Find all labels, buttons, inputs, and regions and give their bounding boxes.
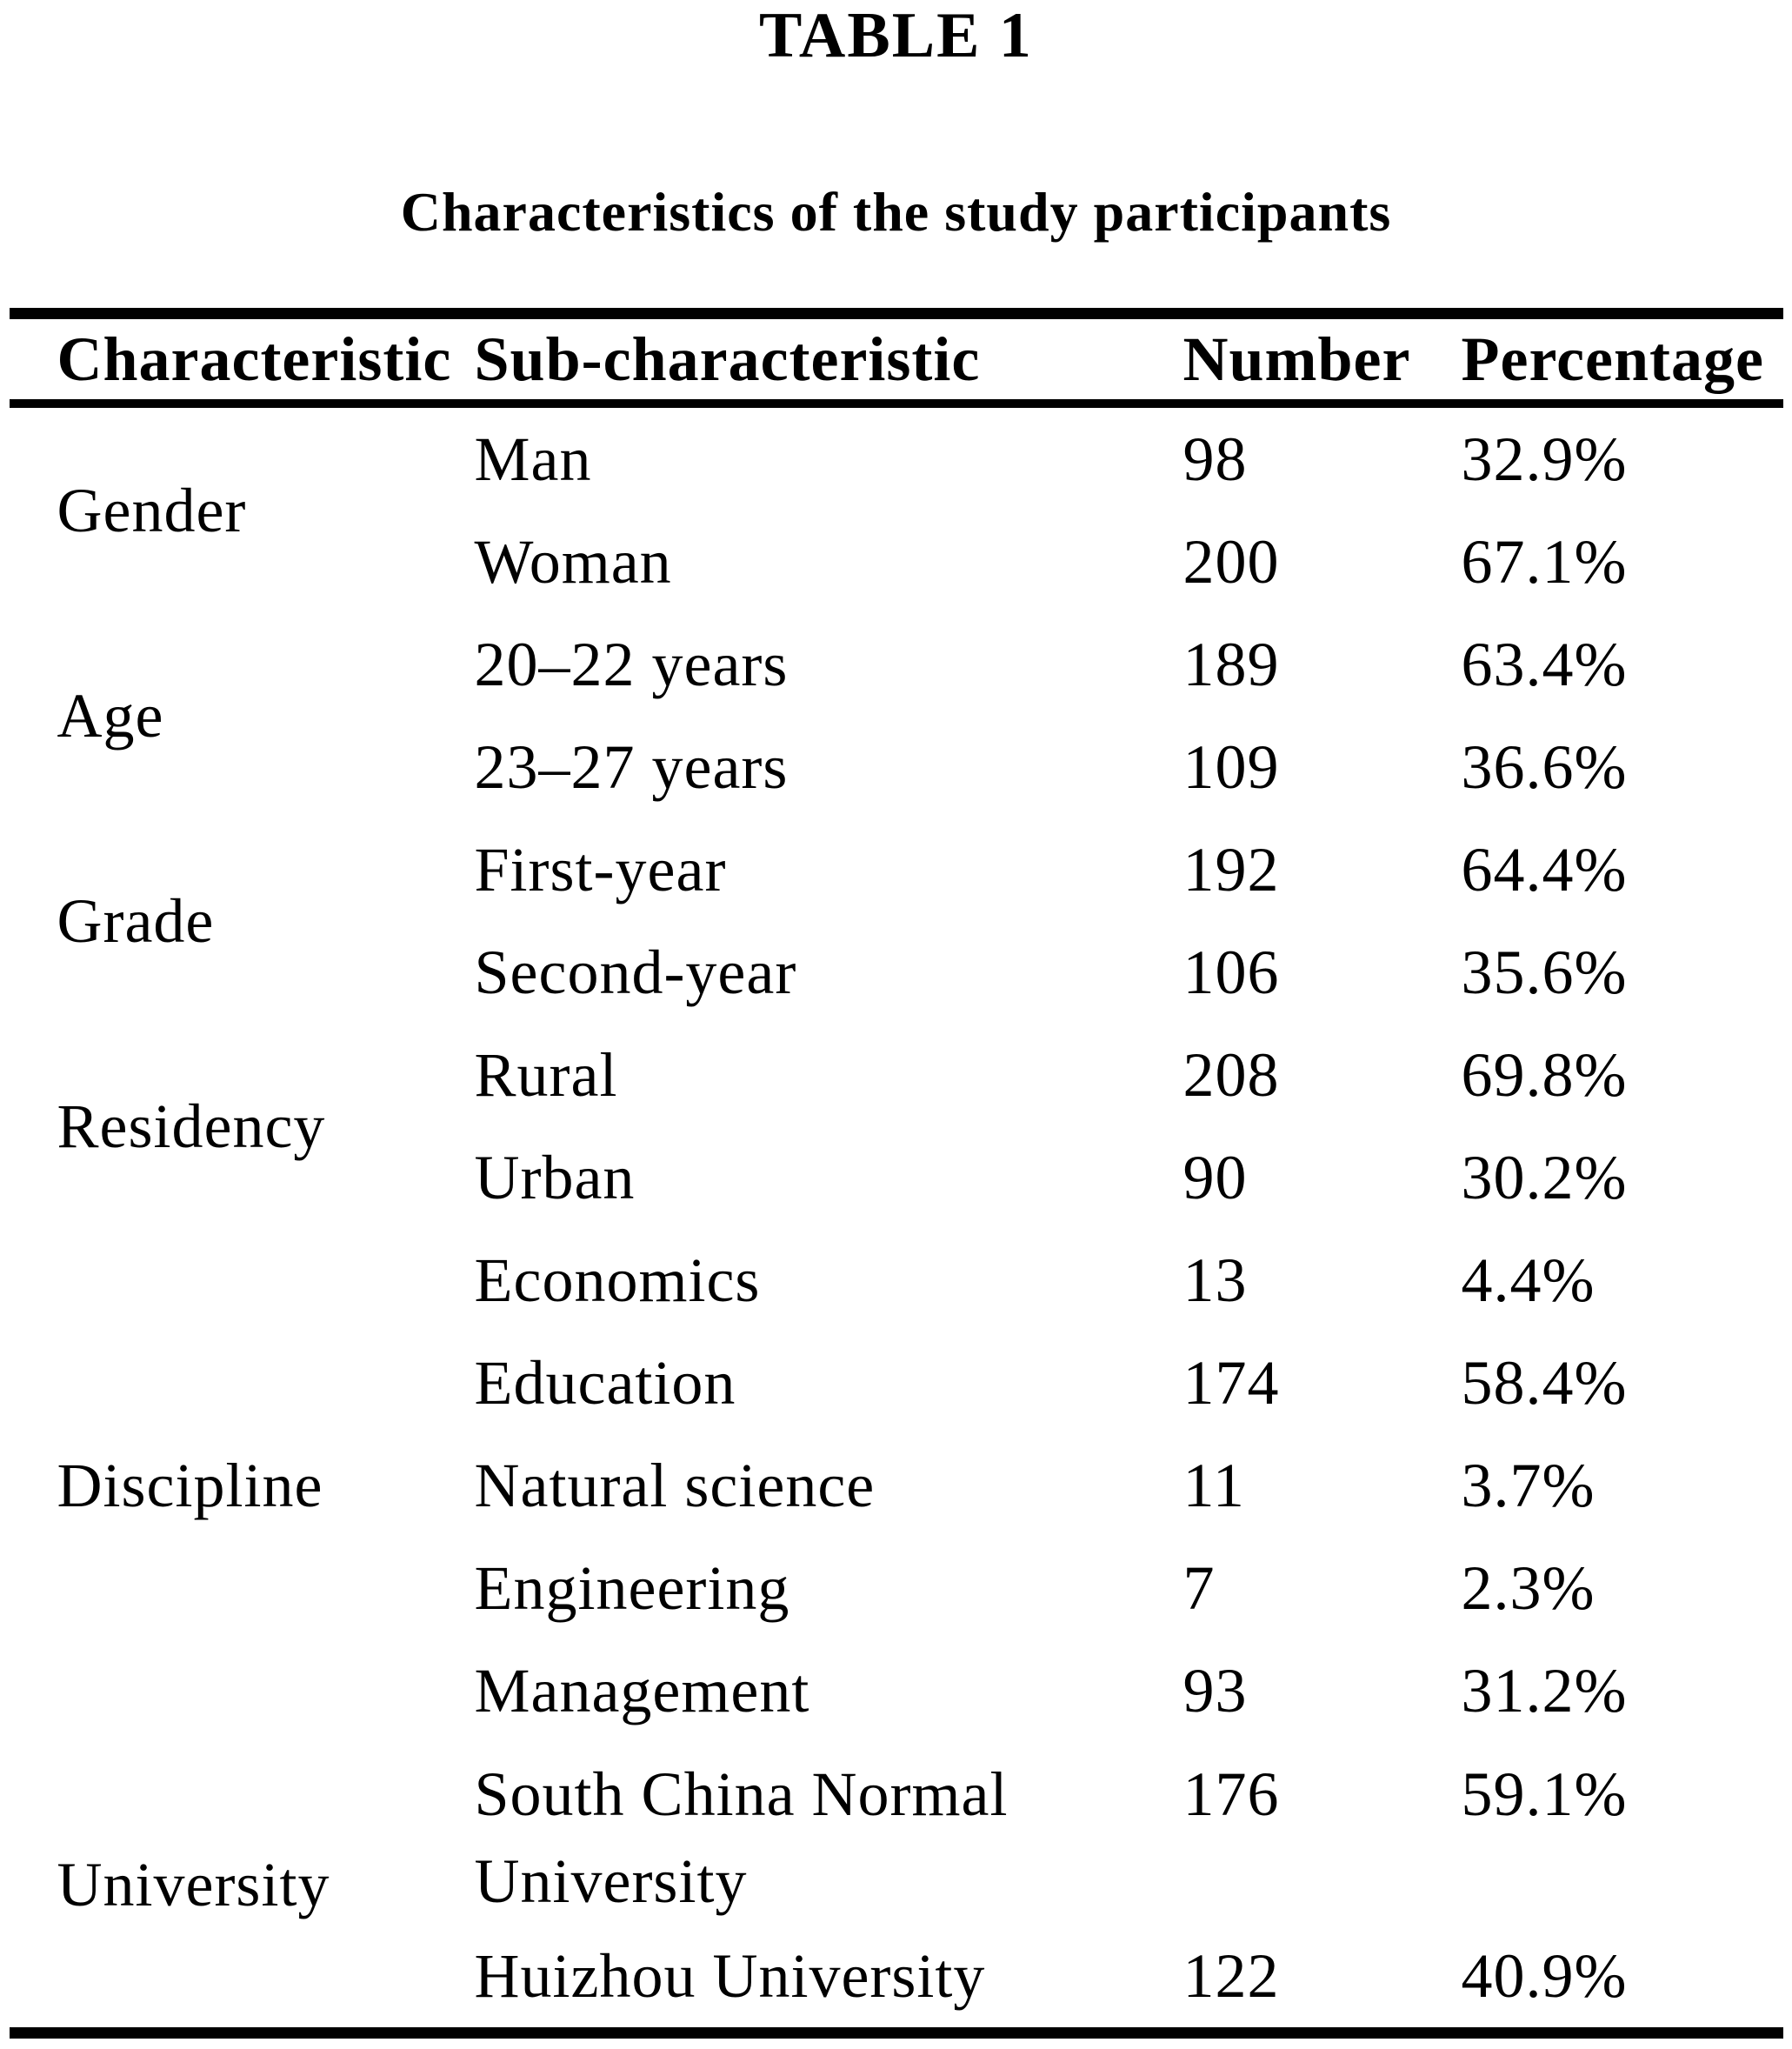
characteristic-cell: Residency xyxy=(57,1091,326,1161)
sub-characteristic-cell: South China Normal University xyxy=(474,1759,1009,1916)
table-row xyxy=(10,1742,1783,1925)
characteristic-cell: Age xyxy=(57,681,164,751)
percentage-cell: 31.2% xyxy=(1461,1656,1628,1725)
table-header xyxy=(10,314,1783,404)
percentage-cell: 40.9% xyxy=(1461,1941,1628,2011)
percentage-cell: 35.6% xyxy=(1461,938,1628,1007)
percentage-cell: 58.4% xyxy=(1461,1348,1628,1418)
percentage-cell: 32.9% xyxy=(1461,424,1628,494)
number-cell: 109 xyxy=(1182,732,1280,802)
table-body xyxy=(10,404,1783,2033)
table-row xyxy=(10,613,1783,716)
number-cell: 13 xyxy=(1182,1245,1248,1315)
percentage-cell: 30.2% xyxy=(1461,1143,1628,1212)
number-cell: 93 xyxy=(1182,1656,1248,1725)
number-cell: 176 xyxy=(1182,1759,1280,1829)
percentage-cell: 67.1% xyxy=(1461,527,1628,597)
sub-characteristic-cell: 23–27 years xyxy=(474,732,789,802)
sub-characteristic-cell: Education xyxy=(474,1348,736,1418)
number-cell: 122 xyxy=(1182,1941,1280,2011)
sub-characteristic-cell: Second-year xyxy=(474,938,797,1007)
percentage-cell: 4.4% xyxy=(1461,1245,1595,1315)
characteristic-cell: University xyxy=(57,1850,330,1919)
table-row xyxy=(10,1229,1783,1332)
percentage-cell: 63.4% xyxy=(1461,630,1628,699)
header-row xyxy=(10,314,1783,404)
col-header-percentage: Percentage xyxy=(1461,324,1764,394)
percentage-cell: 59.1% xyxy=(1461,1759,1628,1829)
number-cell: 90 xyxy=(1182,1143,1248,1212)
characteristic-cell: Grade xyxy=(57,886,215,956)
characteristic-cell: Gender xyxy=(57,476,247,545)
participants-table xyxy=(10,308,1783,2039)
percentage-cell: 3.7% xyxy=(1461,1451,1595,1520)
sub-characteristic-cell: Economics xyxy=(474,1245,761,1315)
sub-characteristic-cell: Management xyxy=(474,1656,810,1725)
sub-characteristic-cell: Urban xyxy=(474,1143,636,1212)
sub-characteristic-cell: Natural science xyxy=(474,1451,876,1520)
col-header-characteristic: Characteristic xyxy=(57,324,452,394)
table-title: Characteristics of the study participants xyxy=(400,181,1392,243)
number-cell: 11 xyxy=(1182,1451,1245,1520)
number-cell: 189 xyxy=(1182,630,1280,699)
percentage-cell: 36.6% xyxy=(1461,732,1628,802)
characteristic-cell: Discipline xyxy=(57,1451,323,1520)
number-cell: 106 xyxy=(1182,938,1280,1007)
table-row xyxy=(10,404,1783,511)
percentage-cell: 2.3% xyxy=(1461,1553,1595,1623)
number-cell: 200 xyxy=(1182,527,1280,597)
col-header-number: Number xyxy=(1182,324,1411,394)
sub-characteristic-cell: Engineering xyxy=(474,1553,790,1623)
sub-characteristic-cell: Man xyxy=(474,424,592,494)
percentage-cell: 69.8% xyxy=(1461,1040,1628,1110)
percentage-cell: 64.4% xyxy=(1461,835,1628,904)
col-header-sub-characteristic: Sub-characteristic xyxy=(474,324,981,394)
number-cell: 98 xyxy=(1182,424,1248,494)
table-label: TABLE 1 xyxy=(759,0,1033,71)
sub-characteristic-cell: Woman xyxy=(474,527,672,597)
sub-characteristic-cell: Huizhou University xyxy=(474,1941,986,2011)
number-cell: 7 xyxy=(1182,1553,1216,1623)
number-cell: 174 xyxy=(1182,1348,1280,1418)
number-cell: 192 xyxy=(1182,835,1280,904)
sub-characteristic-cell: 20–22 years xyxy=(474,630,789,699)
table-row xyxy=(10,1024,1783,1126)
number-cell: 208 xyxy=(1182,1040,1280,1110)
sub-characteristic-cell: First-year xyxy=(474,835,727,904)
table-row xyxy=(10,818,1783,921)
sub-characteristic-cell: Rural xyxy=(474,1040,618,1110)
